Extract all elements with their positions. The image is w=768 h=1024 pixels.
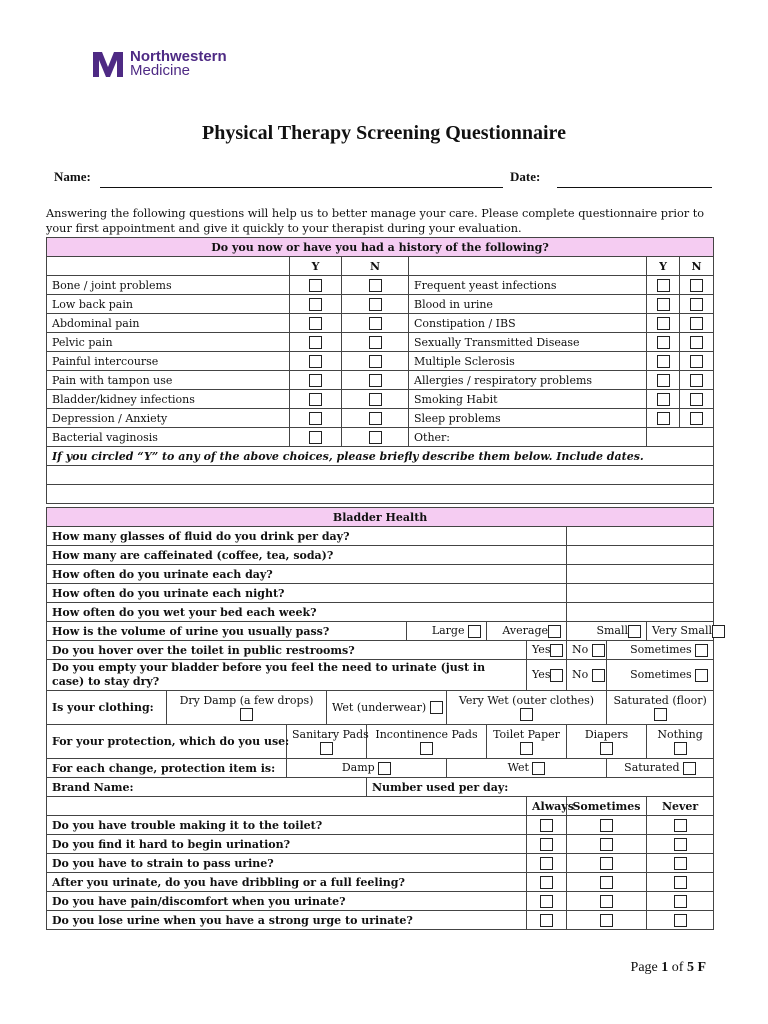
history-row [47,333,714,352]
bladder-question-row [47,565,714,584]
checkbox[interactable] [369,374,382,387]
checkbox-cell[interactable] [527,854,567,873]
checkbox[interactable] [309,374,322,387]
condition-label: Pelvic pain [47,333,290,352]
history-row [47,390,714,409]
checkbox-cell[interactable] [290,314,342,333]
checkbox[interactable] [592,669,605,682]
checkbox[interactable] [540,838,553,851]
protection-question: For your protection, which do you use: [47,725,287,759]
checkbox[interactable] [657,298,670,311]
option-sometimes[interactable]: Sometimes [607,641,714,660]
checkbox[interactable] [309,336,322,349]
question-label: Do you have pain/discomfort when you urinate? [47,892,527,911]
page-footer: Page 1 of 5 F [630,960,706,975]
checkbox-cell[interactable] [342,295,409,314]
answer-field[interactable] [567,546,714,565]
checkbox[interactable] [690,317,703,330]
answer-field[interactable] [567,603,714,622]
checkbox-cell[interactable] [680,390,714,409]
checkbox[interactable] [674,819,687,832]
checkbox[interactable] [309,298,322,311]
checkbox-cell[interactable] [342,314,409,333]
checkbox[interactable] [309,317,322,330]
checkbox[interactable] [309,412,322,425]
checkbox-cell[interactable] [290,428,342,447]
checkbox[interactable] [600,838,613,851]
history-row [47,295,714,314]
option-saturated[interactable]: Saturated [607,759,714,778]
checkbox[interactable] [695,669,708,682]
condition-label: Other: [409,428,647,447]
checkbox-cell[interactable] [290,276,342,295]
option-dry-damp[interactable]: Dry Damp (a few drops) [167,691,327,725]
checkbox[interactable] [657,355,670,368]
checkbox[interactable] [657,279,670,292]
bladder-question-row [47,603,714,622]
checkbox[interactable] [520,742,533,755]
checkbox[interactable] [520,708,533,721]
checkbox-cell[interactable] [647,276,680,295]
answer-field[interactable] [567,527,714,546]
hover-question: Do you hover over the toilet in public restrooms? [47,641,527,660]
checkbox-cell[interactable] [647,371,680,390]
history-row [47,352,714,371]
checkbox[interactable] [369,431,382,444]
history-row [47,428,714,447]
checkbox[interactable] [674,857,687,870]
checkbox[interactable] [309,431,322,444]
y-header-right: Y [647,257,680,276]
option-no[interactable]: No [567,660,607,691]
sometimes-header: Sometimes [567,797,647,816]
date-field[interactable] [557,187,712,188]
checkbox[interactable] [690,298,703,311]
checkbox[interactable] [600,914,613,927]
option-damp[interactable]: Damp [287,759,447,778]
answer-field[interactable] [567,584,714,603]
checkbox[interactable] [309,355,322,368]
empty-question: Do you empty your bladder before you feel the need to urinate (just in case) to stay dry? [47,660,527,691]
checkbox[interactable] [540,914,553,927]
bladder-table [46,507,714,930]
checkbox-cell[interactable] [342,428,409,447]
checkbox[interactable] [369,412,382,425]
option-toilet-paper[interactable]: Toilet Paper [487,725,567,759]
checkbox[interactable] [369,317,382,330]
checkbox-cell[interactable] [342,276,409,295]
logo [92,50,227,78]
checkbox[interactable] [657,374,670,387]
checkbox[interactable] [654,708,667,721]
checkbox[interactable] [600,742,613,755]
condition-label: Smoking Habit [409,390,647,409]
checkbox[interactable] [628,625,641,638]
checkbox-cell[interactable] [647,390,680,409]
checkbox-cell[interactable] [680,276,714,295]
question-label: Do you find it hard to begin urination? [47,835,527,854]
checkbox-cell[interactable] [567,854,647,873]
logo-line1: Northwestern [130,48,227,65]
history-note: If you circled “Y” to any of the above choices, please briefly describe them below. Include dates. [47,447,714,466]
frequency-row [47,873,714,892]
bladder-header: Bladder Health [47,508,714,527]
checkbox-cell[interactable] [567,892,647,911]
checkbox-cell[interactable] [680,295,714,314]
option-large[interactable]: Large [407,622,487,641]
checkbox-cell[interactable] [647,352,680,371]
checkbox-cell[interactable] [567,911,647,930]
page-title: Physical Therapy Screening Questionnaire [202,122,566,144]
checkbox-cell[interactable] [647,892,714,911]
option-diapers[interactable]: Diapers [567,725,647,759]
checkbox[interactable] [600,857,613,870]
checkbox[interactable] [690,412,703,425]
checkbox[interactable] [369,336,382,349]
history-table [46,237,714,504]
checkbox-cell[interactable] [647,911,714,930]
checkbox-cell[interactable] [342,352,409,371]
checkbox[interactable] [683,762,696,775]
question-label: How often do you wet your bed each week? [47,603,567,622]
question-label: Do you have trouble making it to the toilet? [47,816,527,835]
bladder-question-row [47,527,714,546]
option-no[interactable]: No [567,641,607,660]
option-yes[interactable]: Yes [527,641,567,660]
y-header: Y [290,257,342,276]
option-incontinence-pads[interactable]: Incontinence Pads [367,725,487,759]
checkbox[interactable] [600,876,613,889]
option-sanitary-pads[interactable]: Sanitary Pads [287,725,367,759]
checkbox[interactable] [540,857,553,870]
option-yes[interactable]: Yes [527,660,567,691]
history-row [47,314,714,333]
option-small[interactable]: Small [567,622,647,641]
checkbox[interactable] [690,393,703,406]
option-nothing[interactable]: Nothing [647,725,714,759]
name-field[interactable] [100,187,503,188]
condition-label: Bacterial vaginosis [47,428,290,447]
answer-field[interactable] [567,565,714,584]
checkbox-cell[interactable] [647,873,714,892]
checkbox-cell[interactable] [680,371,714,390]
frequency-row [47,892,714,911]
checkbox[interactable] [657,412,670,425]
checkbox[interactable] [674,838,687,851]
checkbox[interactable] [468,625,481,638]
intro-text: Answering the following questions will help us to better manage your care. Please complete questionnaire prior to your first appointment and give it quickly to your therapist during your evaluation. [46,207,705,235]
checkbox-cell[interactable] [290,409,342,428]
checkbox[interactable] [712,625,725,638]
checkbox-cell[interactable] [680,409,714,428]
question-label: Do you have to strain to pass urine? [47,854,527,873]
condition-label: Bladder/kidney infections [47,390,290,409]
logo-line2: Medicine [130,62,191,79]
checkbox[interactable] [430,701,443,714]
condition-label: Low back pain [47,295,290,314]
never-header: Never [647,797,714,816]
condition-label: Allergies / respiratory problems [409,371,647,390]
change-question: For each change, protection item is: [47,759,287,778]
checkbox[interactable] [369,393,382,406]
checkbox-cell[interactable] [647,835,714,854]
option-very-wet[interactable]: Very Wet (outer clothes) [447,691,607,725]
checkbox[interactable] [309,393,322,406]
checkbox[interactable] [690,336,703,349]
checkbox[interactable] [674,895,687,908]
checkbox-cell[interactable] [680,333,714,352]
checkbox-cell[interactable] [342,409,409,428]
condition-label: Multiple Sclerosis [409,352,647,371]
checkbox[interactable] [540,895,553,908]
checkbox-cell[interactable] [527,892,567,911]
checkbox-cell[interactable] [527,816,567,835]
bladder-question-row [47,584,714,603]
history-header: Do you now or have you had a history of the following? [47,238,714,257]
checkbox[interactable] [378,762,391,775]
checkbox[interactable] [369,355,382,368]
description-line[interactable] [47,466,714,485]
condition-label: Sleep problems [409,409,647,428]
condition-label: Pain with tampon use [47,371,290,390]
checkbox-cell[interactable] [647,409,680,428]
checkbox-cell[interactable] [527,873,567,892]
checkbox-cell[interactable] [527,835,567,854]
question-label: How many are caffeinated (coffee, tea, soda)? [47,546,567,565]
condition-label: Blood in urine [409,295,647,314]
checkbox-cell[interactable] [290,333,342,352]
checkbox[interactable] [540,819,553,832]
checkbox[interactable] [690,279,703,292]
checkbox[interactable] [548,625,561,638]
checkbox[interactable] [674,914,687,927]
checkbox-cell[interactable] [290,371,342,390]
brand-name-field[interactable]: Brand Name: [47,778,367,797]
checkbox[interactable] [690,355,703,368]
history-row [47,276,714,295]
number-per-day-field[interactable]: Number used per day: [367,778,714,797]
nm-logo-icon [92,50,124,78]
option-wet-underwear[interactable]: Wet (underwear) [327,691,447,725]
checkbox-cell[interactable] [680,314,714,333]
condition-label: Depression / Anxiety [47,409,290,428]
option-sometimes[interactable]: Sometimes [607,660,714,691]
checkbox[interactable] [540,876,553,889]
checkbox-cell[interactable] [567,835,647,854]
option-wet[interactable]: Wet [447,759,607,778]
clothing-question: Is your clothing: [47,691,167,725]
checkbox[interactable] [240,708,253,721]
date-label: Date: [510,169,541,184]
history-row [47,371,714,390]
checkbox[interactable] [600,895,613,908]
checkbox-cell[interactable] [647,854,714,873]
checkbox-cell[interactable] [680,352,714,371]
checkbox[interactable] [657,336,670,349]
other-blank[interactable] [647,428,714,447]
question-label: How many glasses of fluid do you drink per day? [47,527,567,546]
checkbox[interactable] [320,742,333,755]
checkbox[interactable] [600,819,613,832]
checkbox-cell[interactable] [342,333,409,352]
checkbox[interactable] [657,393,670,406]
n-header: N [342,257,409,276]
checkbox[interactable] [532,762,545,775]
condition-label: Bone / joint problems [47,276,290,295]
frequency-row [47,911,714,930]
checkbox[interactable] [369,279,382,292]
checkbox-cell[interactable] [342,390,409,409]
question-label: How often do you urinate each day? [47,565,567,584]
volume-question: How is the volume of urine you usually pass? [47,622,407,641]
checkbox[interactable] [690,374,703,387]
checkbox[interactable] [420,742,433,755]
checkbox[interactable] [674,742,687,755]
checkbox[interactable] [550,669,563,682]
bladder-question-row [47,546,714,565]
checkbox[interactable] [369,298,382,311]
frequency-row [47,854,714,873]
checkbox[interactable] [674,876,687,889]
question-label: Do you lose urine when you have a strong urge to urinate? [47,911,527,930]
checkbox-cell[interactable] [647,314,680,333]
option-average[interactable]: Average [487,622,567,641]
checkbox-cell[interactable] [567,873,647,892]
checkbox-cell[interactable] [290,352,342,371]
checkbox-cell[interactable] [567,816,647,835]
checkbox-cell[interactable] [647,295,680,314]
checkbox-cell[interactable] [290,390,342,409]
checkbox[interactable] [657,317,670,330]
always-header: Always [527,797,567,816]
condition-label: Painful intercourse [47,352,290,371]
condition-label: Abdominal pain [47,314,290,333]
frequency-row [47,835,714,854]
checkbox[interactable] [592,644,605,657]
checkbox[interactable] [695,644,708,657]
checkbox-cell[interactable] [647,333,680,352]
checkbox-cell[interactable] [342,371,409,390]
checkbox[interactable] [550,644,563,657]
name-label: Name: [54,169,91,184]
checkbox-cell[interactable] [527,911,567,930]
condition-label: Frequent yeast infections [409,276,647,295]
condition-label: Constipation / IBS [409,314,647,333]
question-label: How often do you urinate each night? [47,584,567,603]
frequency-row [47,816,714,835]
history-row [47,409,714,428]
condition-label: Sexually Transmitted Disease [409,333,647,352]
checkbox-cell[interactable] [290,295,342,314]
n-header-right: N [680,257,714,276]
checkbox[interactable] [309,279,322,292]
option-saturated-floor[interactable]: Saturated (floor) [607,691,714,725]
option-very-small[interactable]: Very Small [647,622,714,641]
checkbox-cell[interactable] [647,816,714,835]
question-label: After you urinate, do you have dribbling or a full feeling? [47,873,527,892]
description-line[interactable] [47,485,714,504]
